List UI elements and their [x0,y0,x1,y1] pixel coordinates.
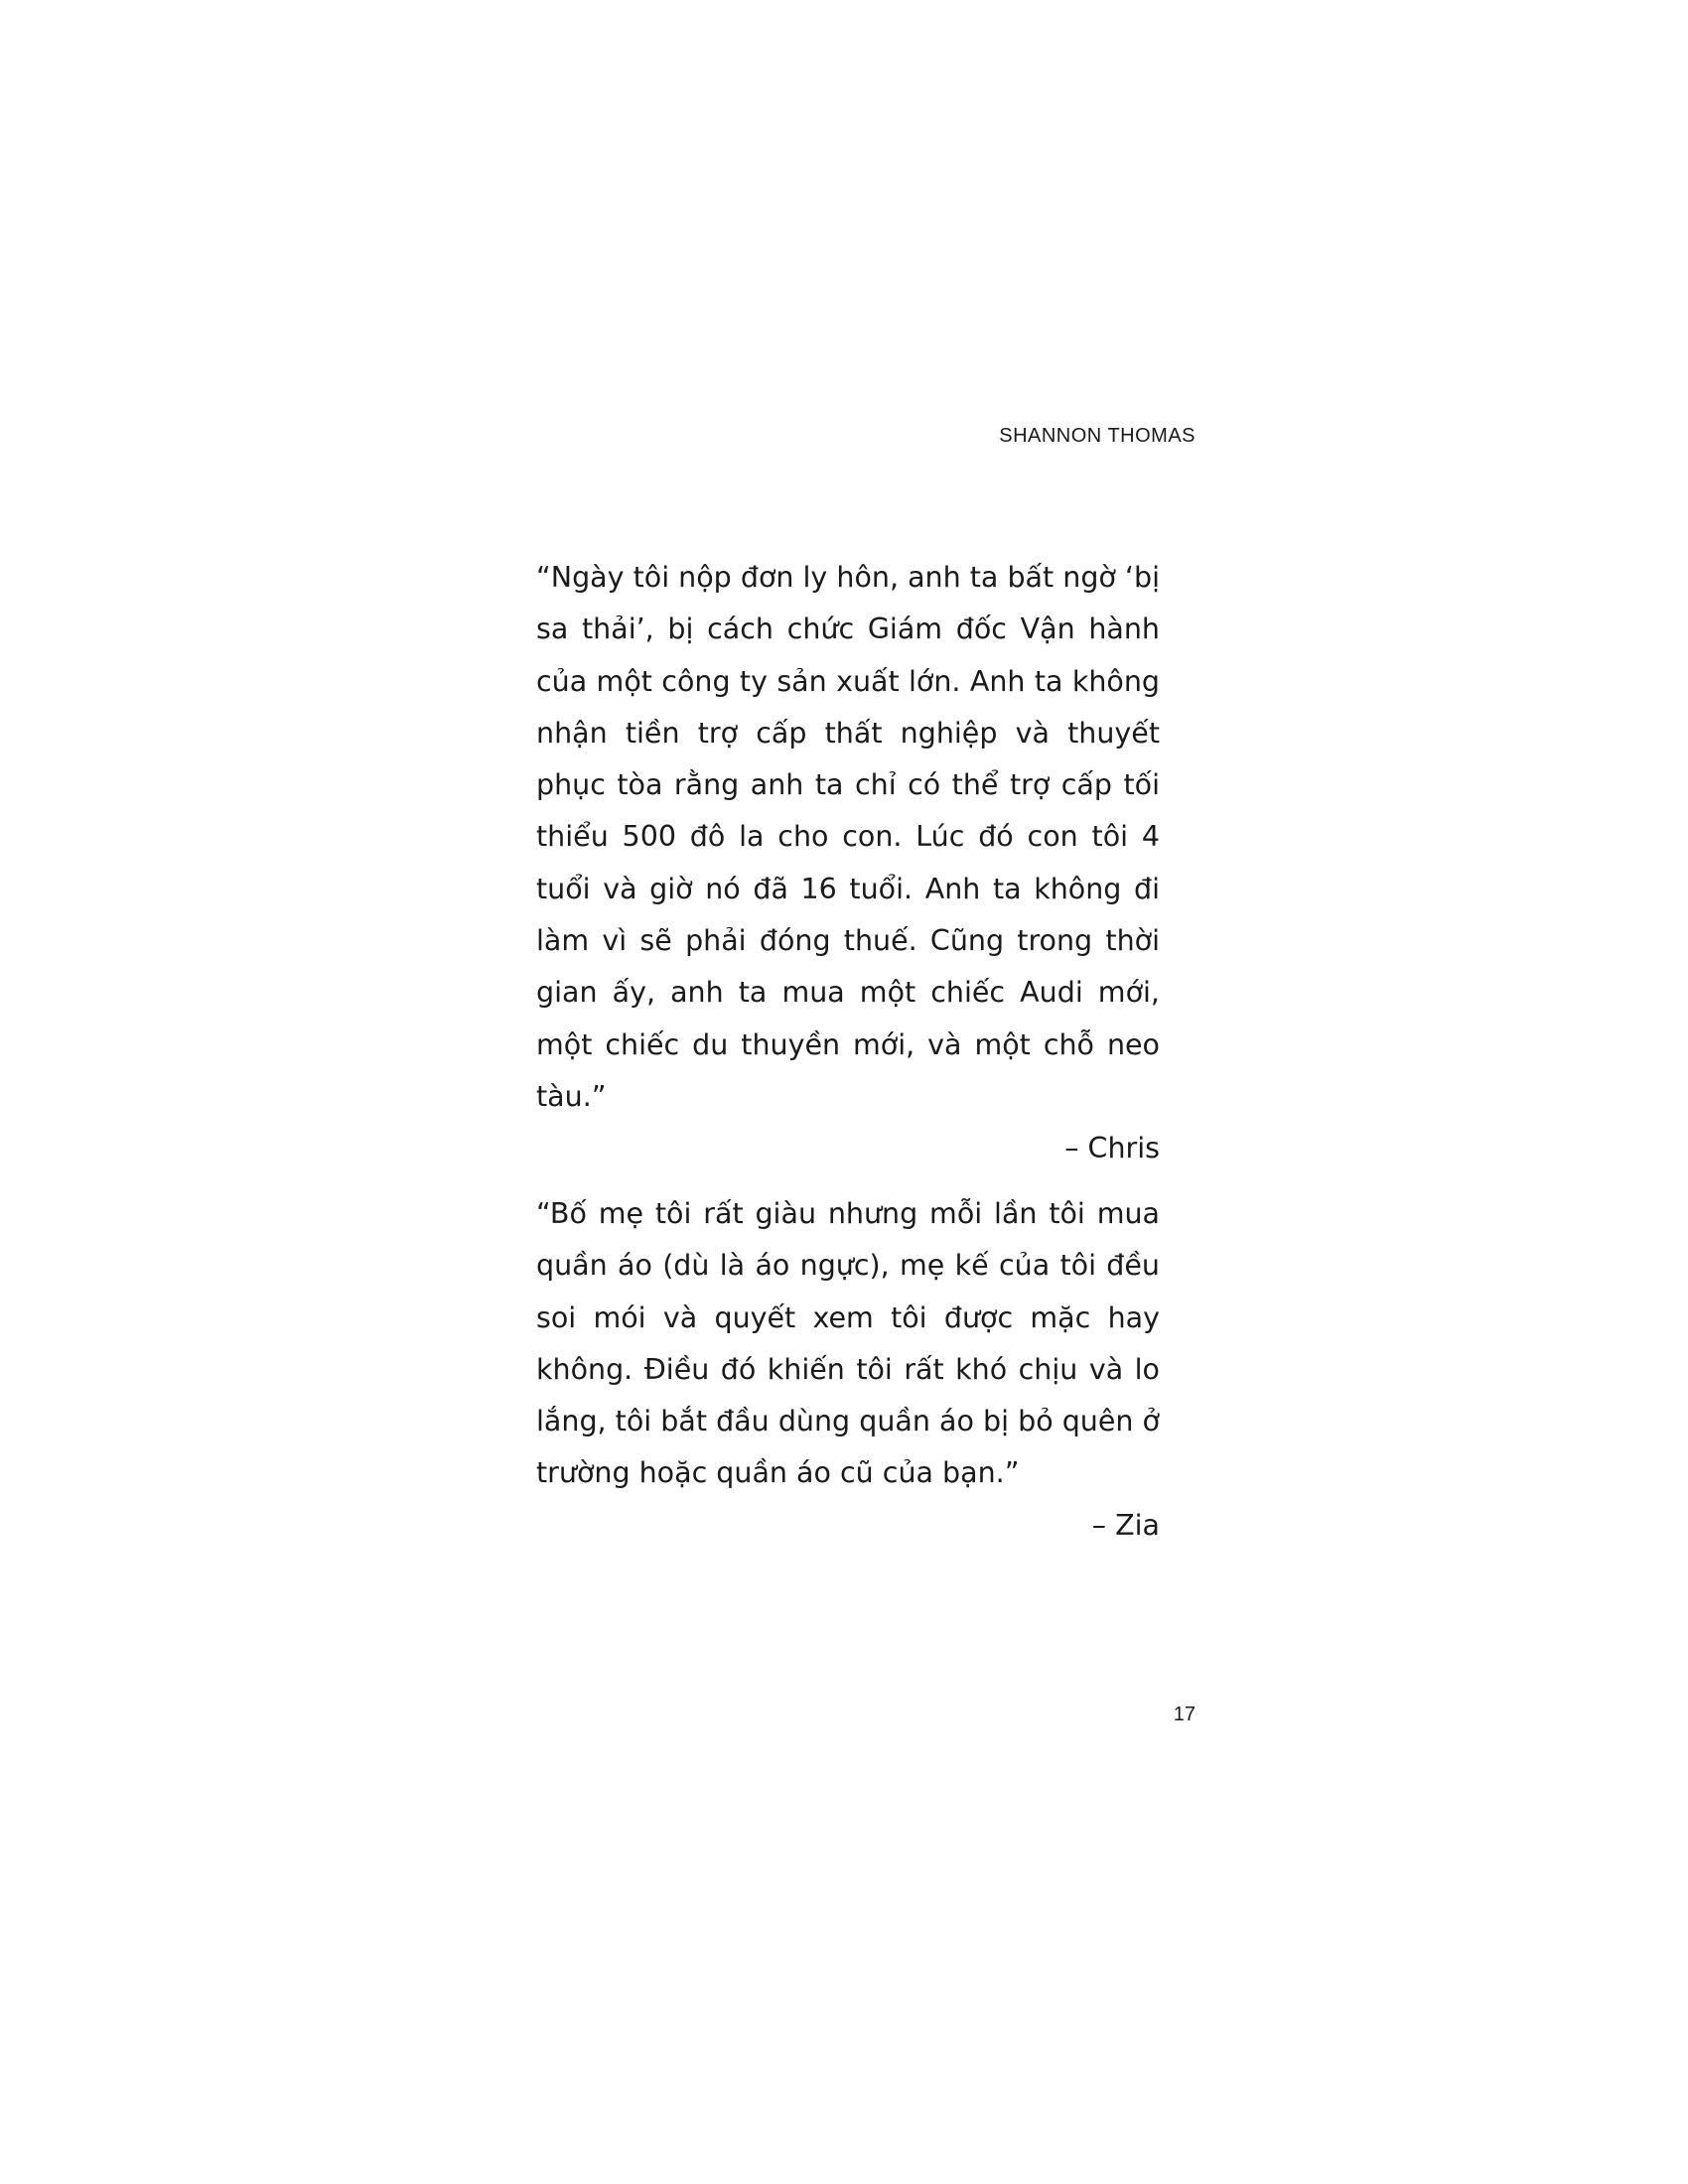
quote-block [536,1188,1160,1552]
quote-attribution: – Zia [1091,1508,1160,1542]
running-header-author: SHANNON THOMAS [999,425,1196,447]
quote-text: “Ngày tôi nộp đơn ly hôn, anh ta bất ngờ ‘bị sa thải’, bị cách chức Giám đốc Vận hành của một công ty sản xuất lớn. Anh ta không nhận tiền trợ cấp thất nghiệp và thuyết phục tòa rằng anh ta chỉ có thể trợ cấp tối thiểu 500 đô la cho con. Lúc đó con tôi 4 tuổi và giờ nó đã 16 tuổi. Anh ta không đi làm vì sẽ phải đóng thuế. Cũng trong thời gian ấy, anh ta mua một chiếc Audi mới, một chiếc du thuyền mới, và một chỗ neo tàu.” [536,561,1160,1113]
page-number: 17 [1173,1704,1196,1725]
quote-block [536,552,1160,1175]
quote-text: “Bố mẹ tôi rất giàu nhưng mỗi lần tôi mua quần áo (dù là áo ngực), mẹ kế của tôi đều soi mói và quyết xem tôi được mặc hay không. Điều đó khiến tôi rất khó chịu và lo lắng, tôi bắt đầu dùng quần áo bị bỏ quên ở trường hoặc quần áo cũ của bạn.” [536,1197,1160,1490]
quote-attribution: – Chris [1064,1132,1160,1165]
